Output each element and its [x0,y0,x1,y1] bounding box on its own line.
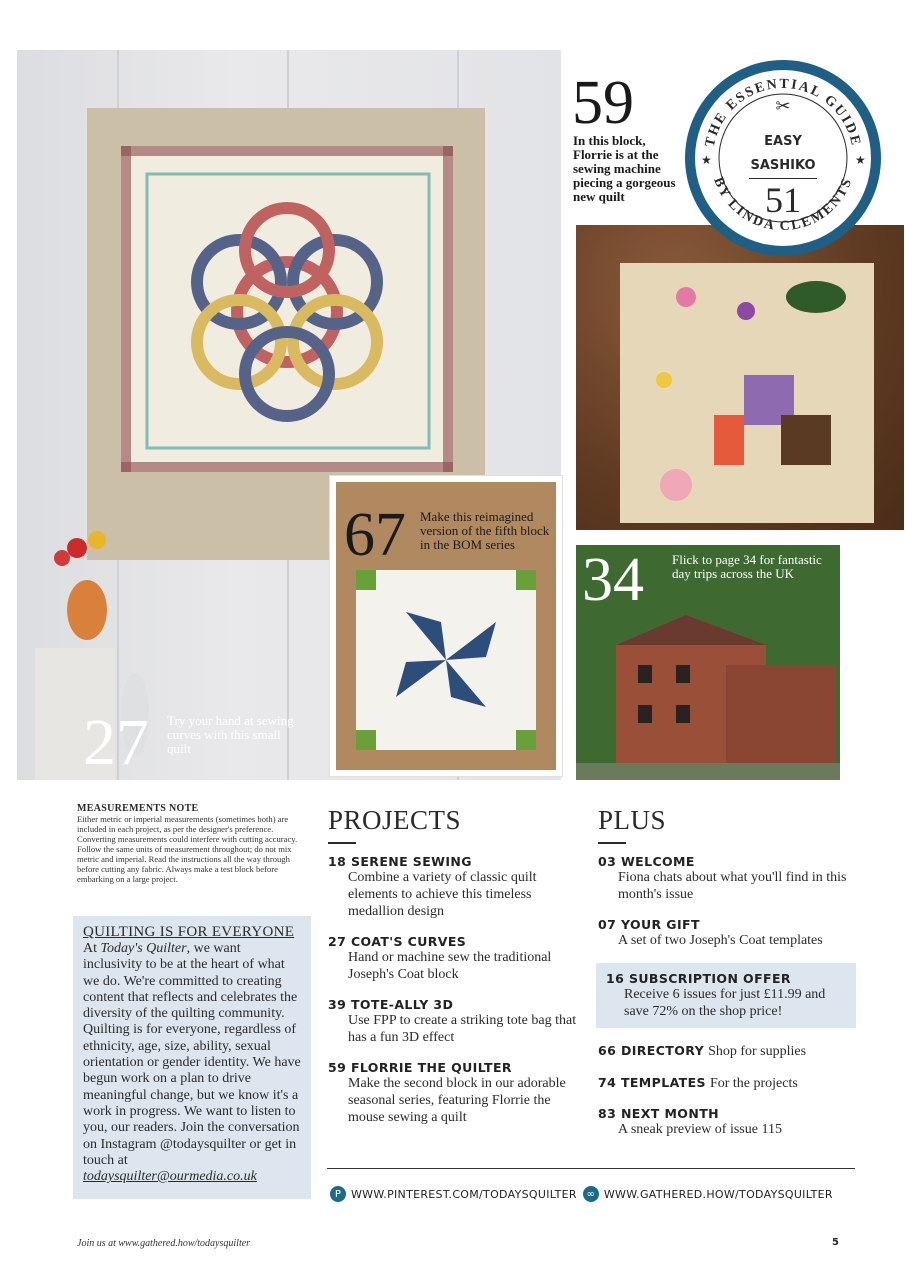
measurements-body: Either metric or imperial measurements (sometimes both) are included in each project, as per the designer's preference. Converting measurements could interfere with cutting accuracy. Follow the same units of measurement throughout; do not mix metric and imperial. Read the instructions all the way through before cutting any fabric. Always make a test block before embarking on a large project. [77,814,298,884]
pinterest-link[interactable]: WWW.PINTEREST.COM/TODAYSQUILTER [351,1187,577,1201]
page-number-59: 59 [572,69,634,137]
block-photo-caption: Make this reimagined version of the fifth block in the BOM series [420,509,550,552]
list-item[interactable]: 03 WELCOME Fiona chats about what you'll find in this month's issue [598,854,847,902]
florrie-applique-illustration [576,225,904,530]
projects-column [328,805,578,1140]
divider [327,1168,855,1169]
badge-line1: EASY [764,134,802,149]
social-links [330,1186,833,1202]
list-item[interactable]: 18 SERENE SEWING Combine a variety of classic quilt elements to achieve this timeless medallion design [328,854,537,919]
list-item[interactable]: 59 FLORRIE THE QUILTER Make the second block in our adorable seasonal series, featuring Florrie the mouse sewing a quilt [328,1060,566,1125]
plus-dash [598,842,626,844]
sewing-machine-icon: ✂ [775,96,791,116]
applique-photo [576,225,904,530]
footer-url: Join us at www.gathered.how/todaysquilter [77,1238,251,1249]
badge-divider [749,178,817,179]
list-item[interactable]: 66 DIRECTORY Shop for supplies [598,1043,807,1059]
inclusion-body: At Today's Quilter, we want inclusivity to be at the heart of what we do. We're committed to creating content that reflects and celebrates the diversity of the quilting community. Quilting is for everyone, regardless of ethnicity, age, size, ability, sexual orientation or gender identity. We have begun work on a plan to drive meaningful change, but we know it's a work in progress. We want to listen to you, our readers. Join the conversation on Instagram @todaysquilter or get in touch at todaysquilter@ourmedia.co.uk [83,941,301,1185]
page-number-27: 27 [83,706,149,779]
badge-star-left: ★ [701,153,712,167]
applique-photo-caption: In this block, Florrie is at the sewing machine piecing a gorgeous new quilt [573,133,676,204]
essential-guide-badge[interactable] [683,58,883,258]
link-icon: ∞ [583,1186,599,1202]
plus-heading: PLUS [598,805,667,835]
page-number: 5 [832,1237,839,1248]
inclusion-box [73,916,311,1199]
mill-photo [576,545,840,780]
page-number-34: 34 [582,546,644,614]
badge-arc-top: THE ESSENTIAL GUIDE [702,76,864,149]
pinterest-icon: P [330,1186,346,1202]
mill-photo-caption: Flick to page 34 for fantastic day trips across the UK [672,552,822,581]
list-item[interactable]: 83 NEXT MONTH A sneak preview of issue 115 [598,1106,782,1137]
list-item[interactable]: 27 COAT'S CURVES Hand or machine sew the traditional Joseph's Coat block [328,934,552,982]
projects-dash [328,842,356,844]
badge-arc-bottom: BY LINDA CLEMENTS [710,175,856,235]
block-photo [330,476,562,776]
subscription-offer[interactable]: 16 SUBSCRIPTION OFFER Receive 6 issues for just £11.99 and save 72% on the shop price! [596,963,856,1028]
measurements-title: MEASUREMENTS NOTE [77,803,199,814]
plus-column [598,805,860,1152]
page-number-67: 67 [344,501,406,569]
list-item[interactable]: 07 YOUR GIFT A set of two Joseph's Coat templates [598,917,823,948]
projects-heading: PROJECTS [328,805,462,835]
contact-email-link[interactable]: todaysquilter@ourmedia.co.uk [83,1169,257,1185]
badge-page-number: 51 [765,180,801,220]
list-item[interactable]: 74 TEMPLATES For the projects [598,1075,798,1091]
inclusion-title: QUILTING IS FOR EVERYONE [83,924,295,940]
badge-line2: SASHIKO [750,158,816,173]
gathered-link[interactable]: WWW.GATHERED.HOW/TODAYSQUILTER [603,1187,833,1201]
main-photo-caption: Try your hand at sewing curves with this small quilt [167,713,294,756]
measurements-note [77,803,309,884]
magazine-name: Today's Quilter [100,941,187,956]
list-item[interactable]: 39 TOTE-ALLY 3D Use FPP to create a striking tote bag that has a fun 3D effect [328,997,577,1045]
badge-star-right: ★ [855,153,866,167]
